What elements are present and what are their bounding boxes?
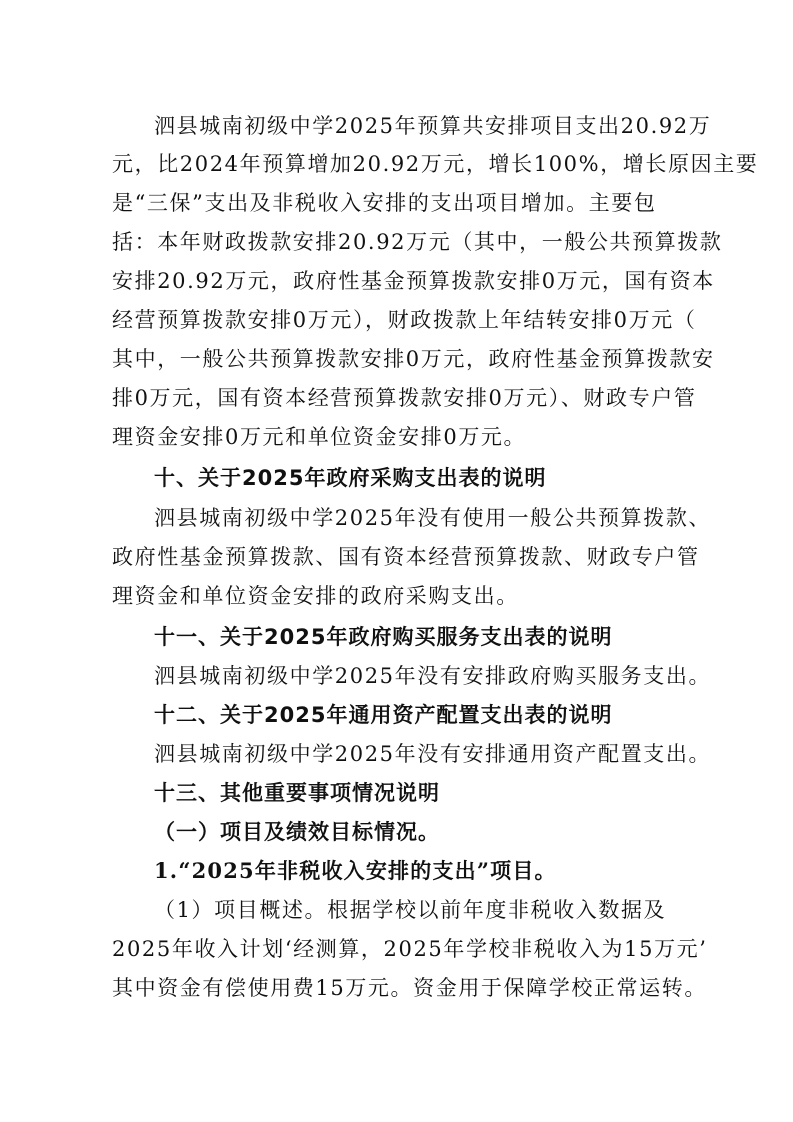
section-heading-10: 十、关于2025年政府采购支出表的说明 [154, 466, 547, 490]
paragraph-line: 2025年收入计划‘经测算，2025年学校非税收入为15万元’ [112, 937, 708, 961]
paragraph-line: 泗县城南初级中学2025年没有使用一般公共预算拨款、 [154, 506, 712, 530]
subsection-heading: （一）项目及绩效目标情况。 [154, 820, 440, 844]
section-heading-13: 十三、其他重要事项情况说明 [154, 781, 440, 805]
section-heading-11: 十一、关于2025年政府购买服务支出表的说明 [154, 625, 613, 649]
paragraph-line: 其中资金有偿使用费15万元。资金用于保障学校正常运转。 [112, 976, 707, 1000]
item-heading: 1.“2025年非税收入安排的支出”项目。 [154, 858, 557, 883]
paragraph-line: 理资金和单位资金安排的政府采购支出。 [112, 584, 519, 608]
section-heading-12: 十二、关于2025年通用资产配置支出表的说明 [154, 703, 613, 727]
paragraph-line: 是“三保”支出及非税收入安排的支出项目增加。主要包 [112, 191, 657, 215]
paragraph-line: 泗县城南初级中学2025年没有安排政府购买服务支出。 [154, 664, 712, 688]
paragraph-line: 经营预算拨款安排0万元），财政拨款上年结转安排0万元（ [112, 308, 697, 332]
paragraph-line: 安排20.92万元，政府性基金预算拨款安排0万元，国有资本 [112, 269, 715, 293]
paragraph-line: 泗县城南初级中学2025年预算共安排项目支出20.92万 [154, 114, 712, 138]
paragraph-line: （1）项目概述。根据学校以前年度非税收入数据及 [154, 898, 667, 922]
paragraph-line: 括：本年财政拨款安排20.92万元（其中，一般公共预算拨款 [112, 230, 723, 254]
paragraph-line: 元，比2024年预算增加20.92万元，增长100%，增长原因主要 [112, 152, 759, 176]
paragraph-line: 泗县城南初级中学2025年没有安排通用资产配置支出。 [154, 742, 712, 766]
paragraph-line: 政府性基金预算拨款、国有资本经营预算拨款、财政专户管 [112, 545, 700, 569]
paragraph-line: 理资金安排0万元和单位资金安排0万元。 [112, 425, 527, 449]
paragraph-line: 排0万元，国有资本经营预算拨款安排0万元）、财政专户管 [112, 386, 697, 410]
paragraph-line: 其中，一般公共预算拨款安排0万元，政府性基金预算拨款安 [112, 347, 715, 371]
